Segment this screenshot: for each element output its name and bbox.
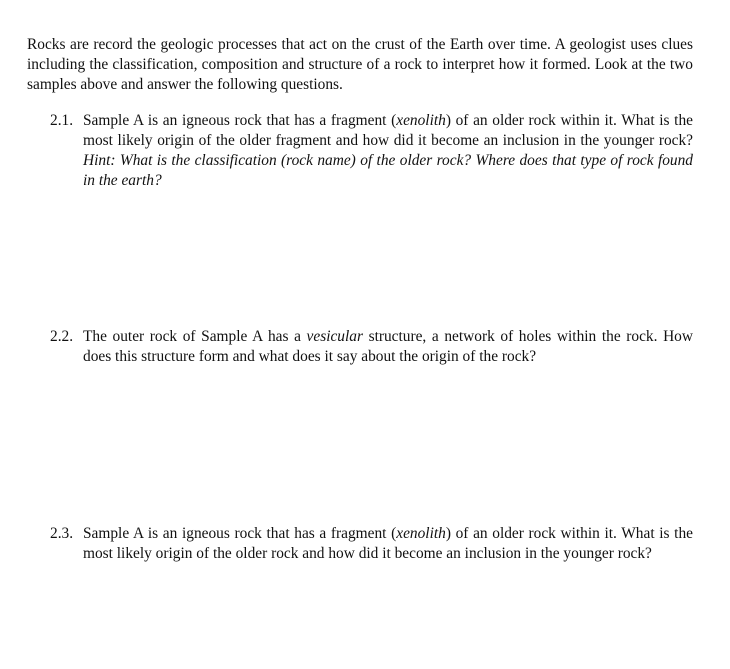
question-number: 2.3. (50, 525, 74, 542)
question-text (83, 524, 693, 564)
intro-paragraph: Rocks are record the geologic processes that act on the crust of the Earth over time. A geologist uses clues including the classification, composition and structure of a rock to interpret how it formed. Look at the two samples above and answer the following questions. (27, 36, 693, 93)
italic-term: xenolith (396, 112, 446, 129)
question-2-2 (50, 327, 693, 367)
question-text-part: ) of an older rock within it. What is the most likely origin of the older rock and how did it become an inclusion in the younger rock? (83, 525, 693, 562)
question-number: 2.2. (50, 328, 74, 345)
question-2-1 (50, 111, 693, 191)
question-text-part: ) of an older rock within it. What is the most likely origin of the older fragment and how did it become an inclusion in the younger rock? (83, 112, 693, 149)
italic-term: vesicular (306, 328, 363, 345)
question-text-part: Sample A is an igneous rock that has a fragment ( (83, 112, 397, 129)
italic-term: xenolith (396, 525, 446, 542)
question-text-part: The outer rock of Sample A has a (83, 328, 307, 345)
question-number: 2.1. (50, 112, 74, 129)
hint-text: Hint: What is the classification (rock name) of the older rock? Where does that type of rock found in the earth? (83, 152, 693, 189)
question-2-3 (50, 524, 693, 564)
question-text-part: Sample A is an igneous rock that has a fragment ( (83, 525, 397, 542)
question-text-part: structure, a network of holes within the rock. How does this structure form and what does it say about the origin of the rock? (83, 328, 693, 365)
question-text (83, 327, 693, 367)
question-text (83, 111, 693, 191)
